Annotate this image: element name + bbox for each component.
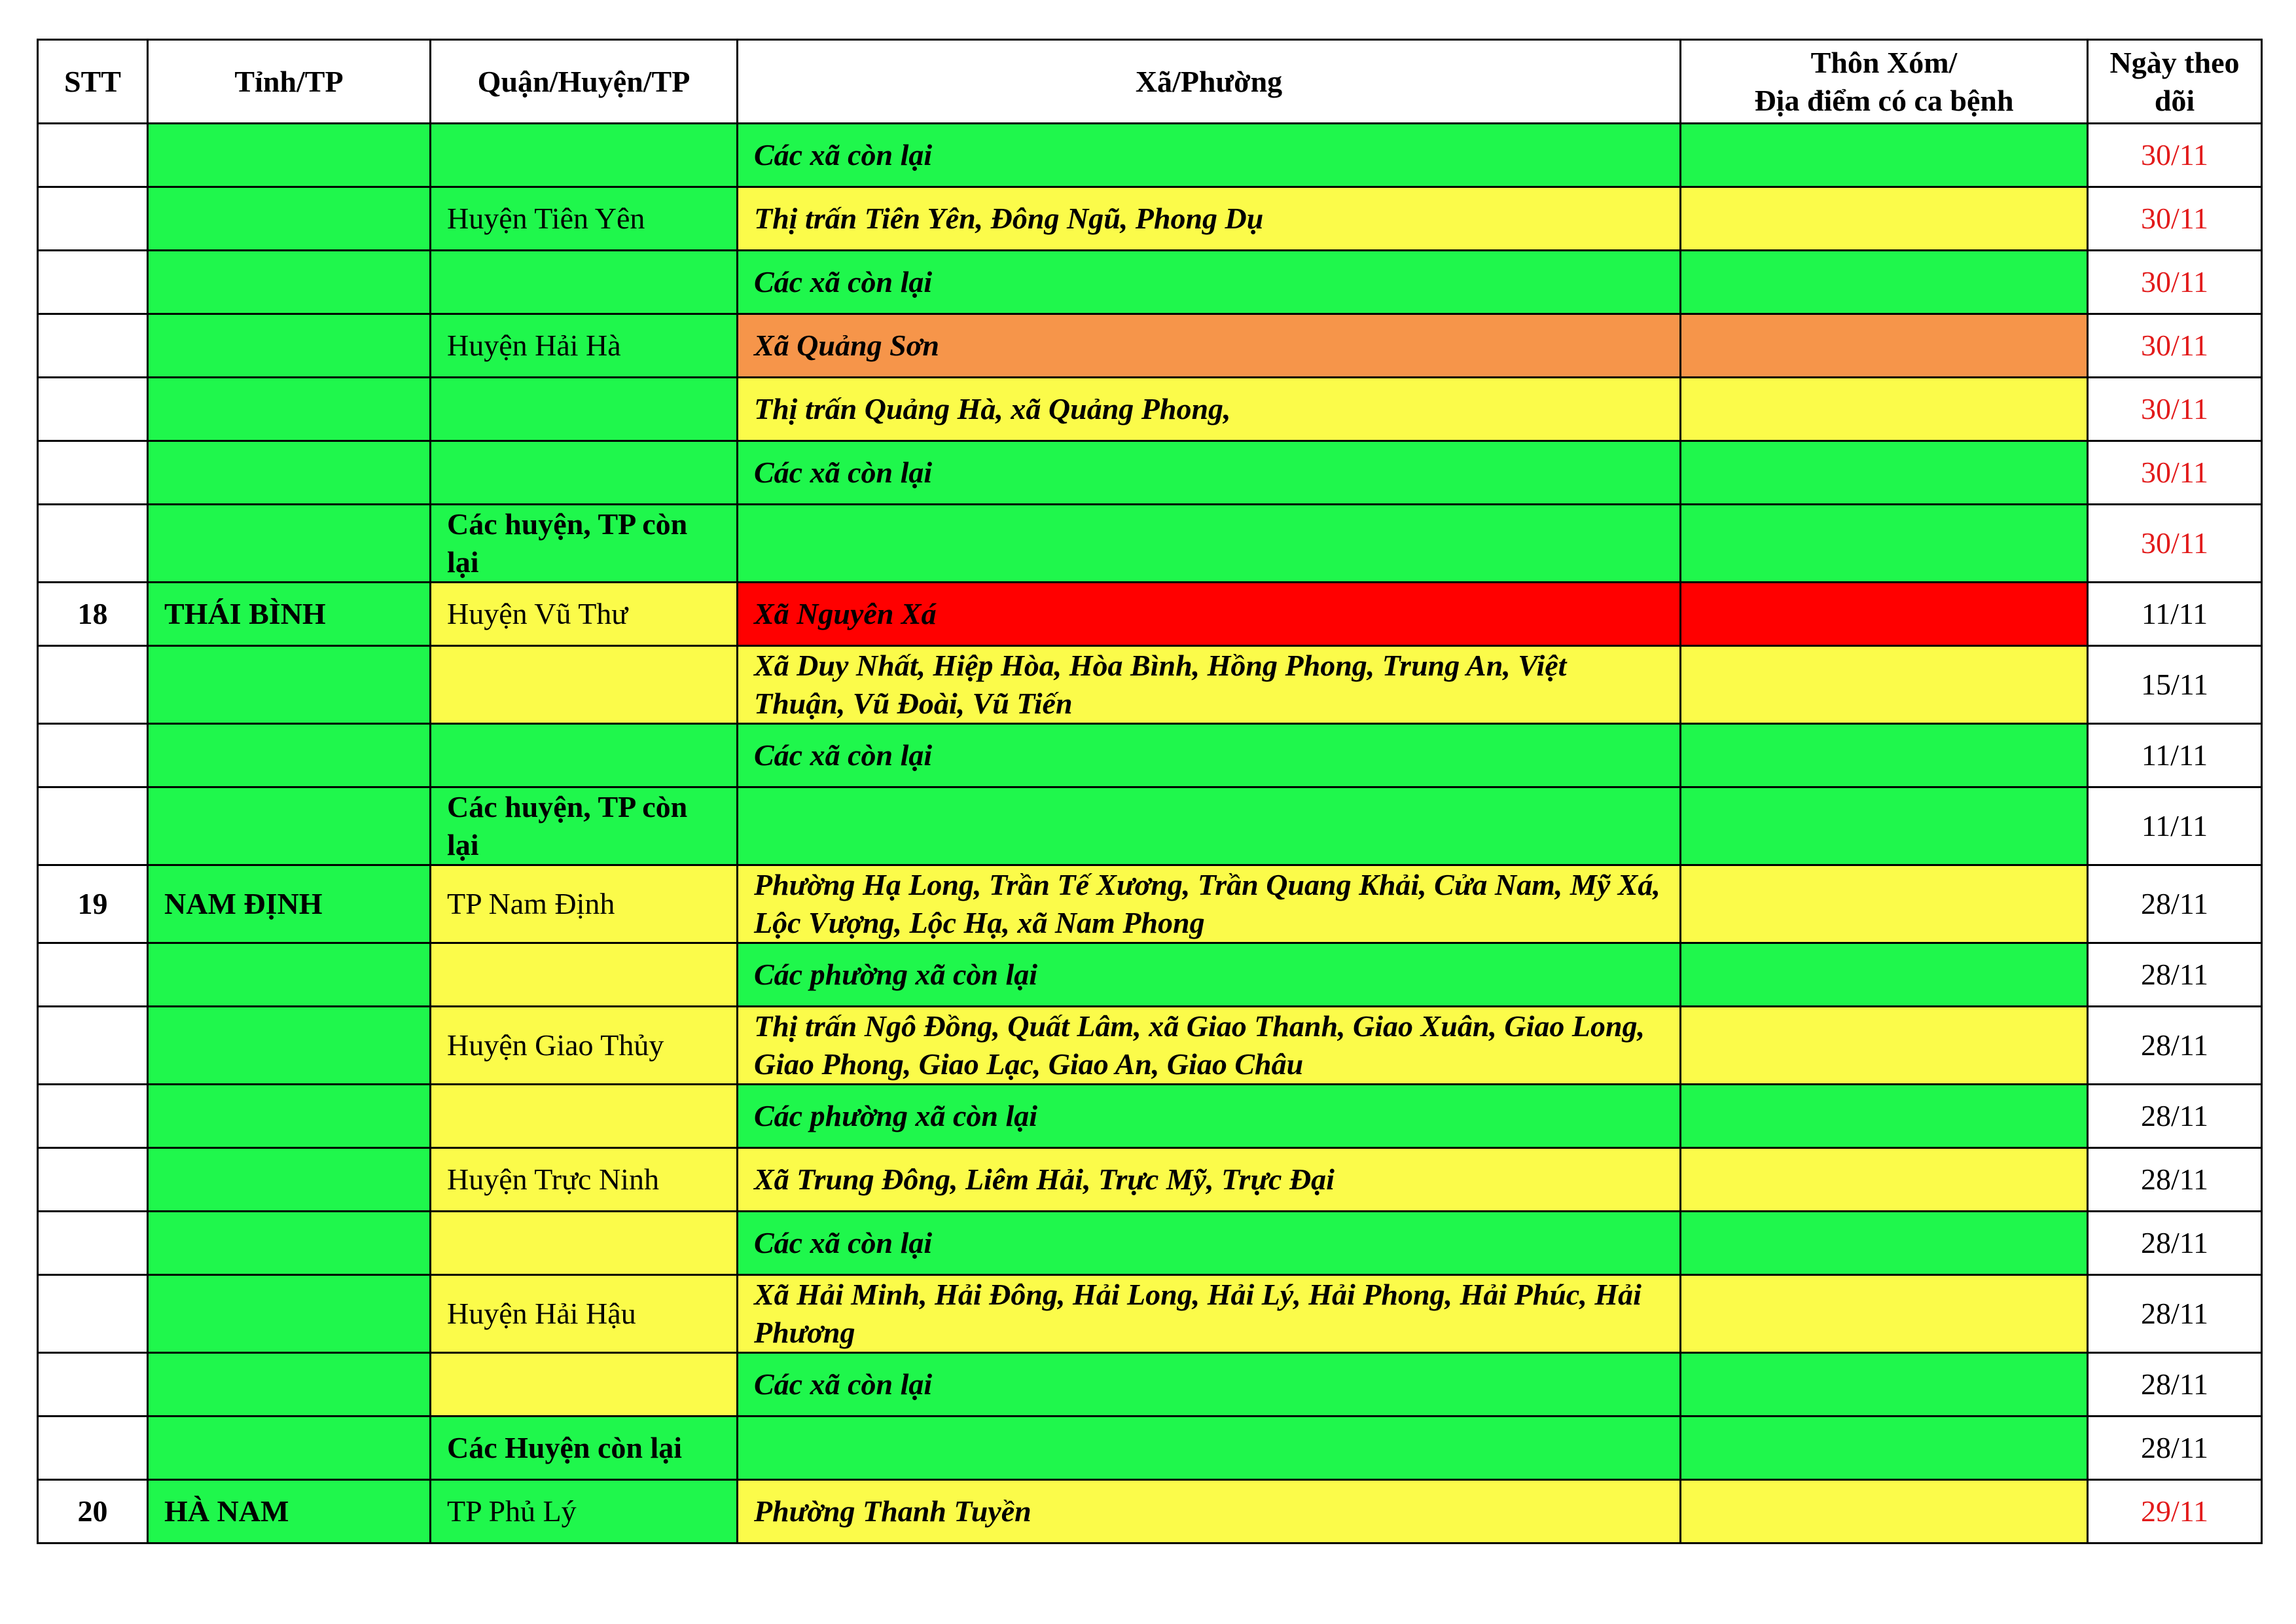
cell-stt: 20 <box>38 1480 148 1543</box>
table-row <box>38 865 2262 943</box>
cell-ward: Xã Trung Đông, Liêm Hải, Trực Mỹ, Trực Đại <box>738 1148 1681 1212</box>
cell-hamlet <box>1681 378 2088 441</box>
cell-stt <box>38 441 148 505</box>
cell-stt: 18 <box>38 583 148 646</box>
cell-district: TP Nam Định <box>431 865 738 943</box>
cell-province <box>148 314 431 378</box>
cell-province <box>148 1085 431 1148</box>
cell-date: 15/11 <box>2088 646 2262 724</box>
cell-district <box>431 251 738 314</box>
cell-district: TP Phủ Lý <box>431 1480 738 1543</box>
cell-date: 30/11 <box>2088 314 2262 378</box>
table-row <box>38 314 2262 378</box>
cell-stt <box>38 787 148 865</box>
header-hamlet <box>1681 40 2088 124</box>
cell-district <box>431 124 738 187</box>
cell-ward <box>738 787 1681 865</box>
cell-date: 28/11 <box>2088 865 2262 943</box>
cell-district <box>431 646 738 724</box>
cell-district: Các Huyện còn lại <box>431 1416 738 1480</box>
cell-stt <box>38 314 148 378</box>
cell-hamlet <box>1681 1480 2088 1543</box>
table-row <box>38 1416 2262 1480</box>
cell-hamlet <box>1681 1275 2088 1353</box>
cell-date: 28/11 <box>2088 1085 2262 1148</box>
cell-district: Các huyện, TP còn lại <box>431 505 738 583</box>
cell-stt <box>38 1353 148 1416</box>
cell-date: 28/11 <box>2088 1148 2262 1212</box>
cell-stt <box>38 724 148 787</box>
table-row <box>38 1275 2262 1353</box>
table-row <box>38 251 2262 314</box>
cell-province: THÁI BÌNH <box>148 583 431 646</box>
cell-stt <box>38 943 148 1007</box>
cell-date: 30/11 <box>2088 378 2262 441</box>
header-stt: STT <box>38 40 148 124</box>
cell-date: 30/11 <box>2088 251 2262 314</box>
cell-province <box>148 943 431 1007</box>
cell-stt <box>38 1275 148 1353</box>
cell-stt <box>38 378 148 441</box>
cell-date: 30/11 <box>2088 441 2262 505</box>
table-row <box>38 646 2262 724</box>
cell-district <box>431 378 738 441</box>
cell-district: Huyện Hải Hậu <box>431 1275 738 1353</box>
table-row <box>38 1353 2262 1416</box>
cell-hamlet <box>1681 865 2088 943</box>
header-province: Tỉnh/TP <box>148 40 431 124</box>
table-row <box>38 724 2262 787</box>
cell-date: 29/11 <box>2088 1480 2262 1543</box>
header-row <box>38 40 2262 124</box>
cell-ward: Các xã còn lại <box>738 441 1681 505</box>
cell-stt <box>38 1148 148 1212</box>
cell-hamlet <box>1681 1148 2088 1212</box>
cell-district <box>431 1085 738 1148</box>
cell-stt <box>38 1085 148 1148</box>
cell-stt: 19 <box>38 865 148 943</box>
cell-ward: Các xã còn lại <box>738 1353 1681 1416</box>
cell-stt <box>38 124 148 187</box>
table-row <box>38 1148 2262 1212</box>
header-hamlet-line1: Thôn Xóm/ <box>1810 45 1958 79</box>
cell-province <box>148 1212 431 1275</box>
cell-ward <box>738 505 1681 583</box>
cell-date: 11/11 <box>2088 724 2262 787</box>
cell-district: Huyện Vũ Thư <box>431 583 738 646</box>
cell-ward: Phường Hạ Long, Trần Tế Xương, Trần Quang Khải, Cửa Nam, Mỹ Xá, Lộc Vượng, Lộc Hạ, xã Nam Phong <box>738 865 1681 943</box>
cell-date: 11/11 <box>2088 583 2262 646</box>
cell-province <box>148 1416 431 1480</box>
cell-hamlet <box>1681 1007 2088 1085</box>
cell-date: 28/11 <box>2088 1212 2262 1275</box>
cell-province <box>148 505 431 583</box>
cell-hamlet <box>1681 1416 2088 1480</box>
cell-date: 30/11 <box>2088 505 2262 583</box>
cell-district: Huyện Tiên Yên <box>431 187 738 251</box>
cell-stt <box>38 1416 148 1480</box>
cell-hamlet <box>1681 787 2088 865</box>
cell-province <box>148 646 431 724</box>
cell-province <box>148 787 431 865</box>
cell-hamlet <box>1681 505 2088 583</box>
zone-table <box>37 39 2263 1544</box>
table-row <box>38 1212 2262 1275</box>
cell-hamlet <box>1681 1212 2088 1275</box>
cell-ward: Các xã còn lại <box>738 124 1681 187</box>
cell-hamlet <box>1681 724 2088 787</box>
table-row <box>38 124 2262 187</box>
cell-hamlet <box>1681 251 2088 314</box>
cell-stt <box>38 1007 148 1085</box>
cell-ward: Các xã còn lại <box>738 251 1681 314</box>
cell-date: 28/11 <box>2088 1007 2262 1085</box>
cell-stt <box>38 505 148 583</box>
cell-province: NAM ĐỊNH <box>148 865 431 943</box>
cell-province <box>148 441 431 505</box>
header-district: Quận/Huyện/TP <box>431 40 738 124</box>
cell-ward: Thị trấn Quảng Hà, xã Quảng Phong, <box>738 378 1681 441</box>
table-row <box>38 441 2262 505</box>
cell-hamlet <box>1681 1353 2088 1416</box>
cell-stt <box>38 646 148 724</box>
cell-stt <box>38 251 148 314</box>
table-row <box>38 787 2262 865</box>
cell-date: 30/11 <box>2088 124 2262 187</box>
cell-ward <box>738 1416 1681 1480</box>
header-hamlet-line2: Địa điểm có ca bệnh <box>1754 83 2014 117</box>
table-row <box>38 583 2262 646</box>
cell-district: Huyện Trực Ninh <box>431 1148 738 1212</box>
cell-ward: Xã Nguyên Xá <box>738 583 1681 646</box>
cell-stt <box>38 187 148 251</box>
cell-hamlet <box>1681 187 2088 251</box>
cell-province <box>148 724 431 787</box>
cell-ward: Xã Quảng Sơn <box>738 314 1681 378</box>
cell-date: 11/11 <box>2088 787 2262 865</box>
table-row <box>38 1007 2262 1085</box>
header-ward: Xã/Phường <box>738 40 1681 124</box>
cell-province <box>148 1275 431 1353</box>
cell-stt <box>38 1212 148 1275</box>
cell-district: Các huyện, TP còn lại <box>431 787 738 865</box>
cell-hamlet <box>1681 441 2088 505</box>
cell-ward: Các phường xã còn lại <box>738 943 1681 1007</box>
table-row <box>38 187 2262 251</box>
cell-hamlet <box>1681 1085 2088 1148</box>
cell-province <box>148 1007 431 1085</box>
cell-date: 28/11 <box>2088 1275 2262 1353</box>
table-row <box>38 1480 2262 1543</box>
cell-ward: Thị trấn Tiên Yên, Đông Ngũ, Phong Dụ <box>738 187 1681 251</box>
cell-hamlet <box>1681 124 2088 187</box>
cell-ward: Xã Duy Nhất, Hiệp Hòa, Hòa Bình, Hồng Phong, Trung An, Việt Thuận, Vũ Đoài, Vũ Tiến <box>738 646 1681 724</box>
table-row <box>38 505 2262 583</box>
cell-date: 30/11 <box>2088 187 2262 251</box>
cell-date: 28/11 <box>2088 1353 2262 1416</box>
cell-ward: Các xã còn lại <box>738 1212 1681 1275</box>
cell-province <box>148 251 431 314</box>
cell-province <box>148 187 431 251</box>
cell-district <box>431 724 738 787</box>
cell-district: Huyện Giao Thủy <box>431 1007 738 1085</box>
cell-district <box>431 441 738 505</box>
cell-district: Huyện Hải Hà <box>431 314 738 378</box>
cell-province <box>148 124 431 187</box>
cell-province <box>148 1148 431 1212</box>
cell-province <box>148 378 431 441</box>
cell-hamlet <box>1681 314 2088 378</box>
cell-ward: Xã Hải Minh, Hải Đông, Hải Long, Hải Lý, Hải Phong, Hải Phúc, Hải Phương <box>738 1275 1681 1353</box>
table-row <box>38 378 2262 441</box>
cell-district <box>431 1353 738 1416</box>
cell-hamlet <box>1681 943 2088 1007</box>
cell-ward: Phường Thanh Tuyền <box>738 1480 1681 1543</box>
cell-province <box>148 1353 431 1416</box>
cell-date: 28/11 <box>2088 1416 2262 1480</box>
cell-date: 28/11 <box>2088 943 2262 1007</box>
cell-ward: Các phường xã còn lại <box>738 1085 1681 1148</box>
table-row <box>38 943 2262 1007</box>
cell-ward: Các xã còn lại <box>738 724 1681 787</box>
cell-district <box>431 1212 738 1275</box>
table-row <box>38 1085 2262 1148</box>
cell-district <box>431 943 738 1007</box>
header-date: Ngày theo dõi <box>2088 40 2262 124</box>
cell-ward: Thị trấn Ngô Đồng, Quất Lâm, xã Giao Thanh, Giao Xuân, Giao Long, Giao Phong, Giao Lạc, Giao An, Giao Châu <box>738 1007 1681 1085</box>
cell-hamlet <box>1681 583 2088 646</box>
cell-hamlet <box>1681 646 2088 724</box>
cell-province: HÀ NAM <box>148 1480 431 1543</box>
